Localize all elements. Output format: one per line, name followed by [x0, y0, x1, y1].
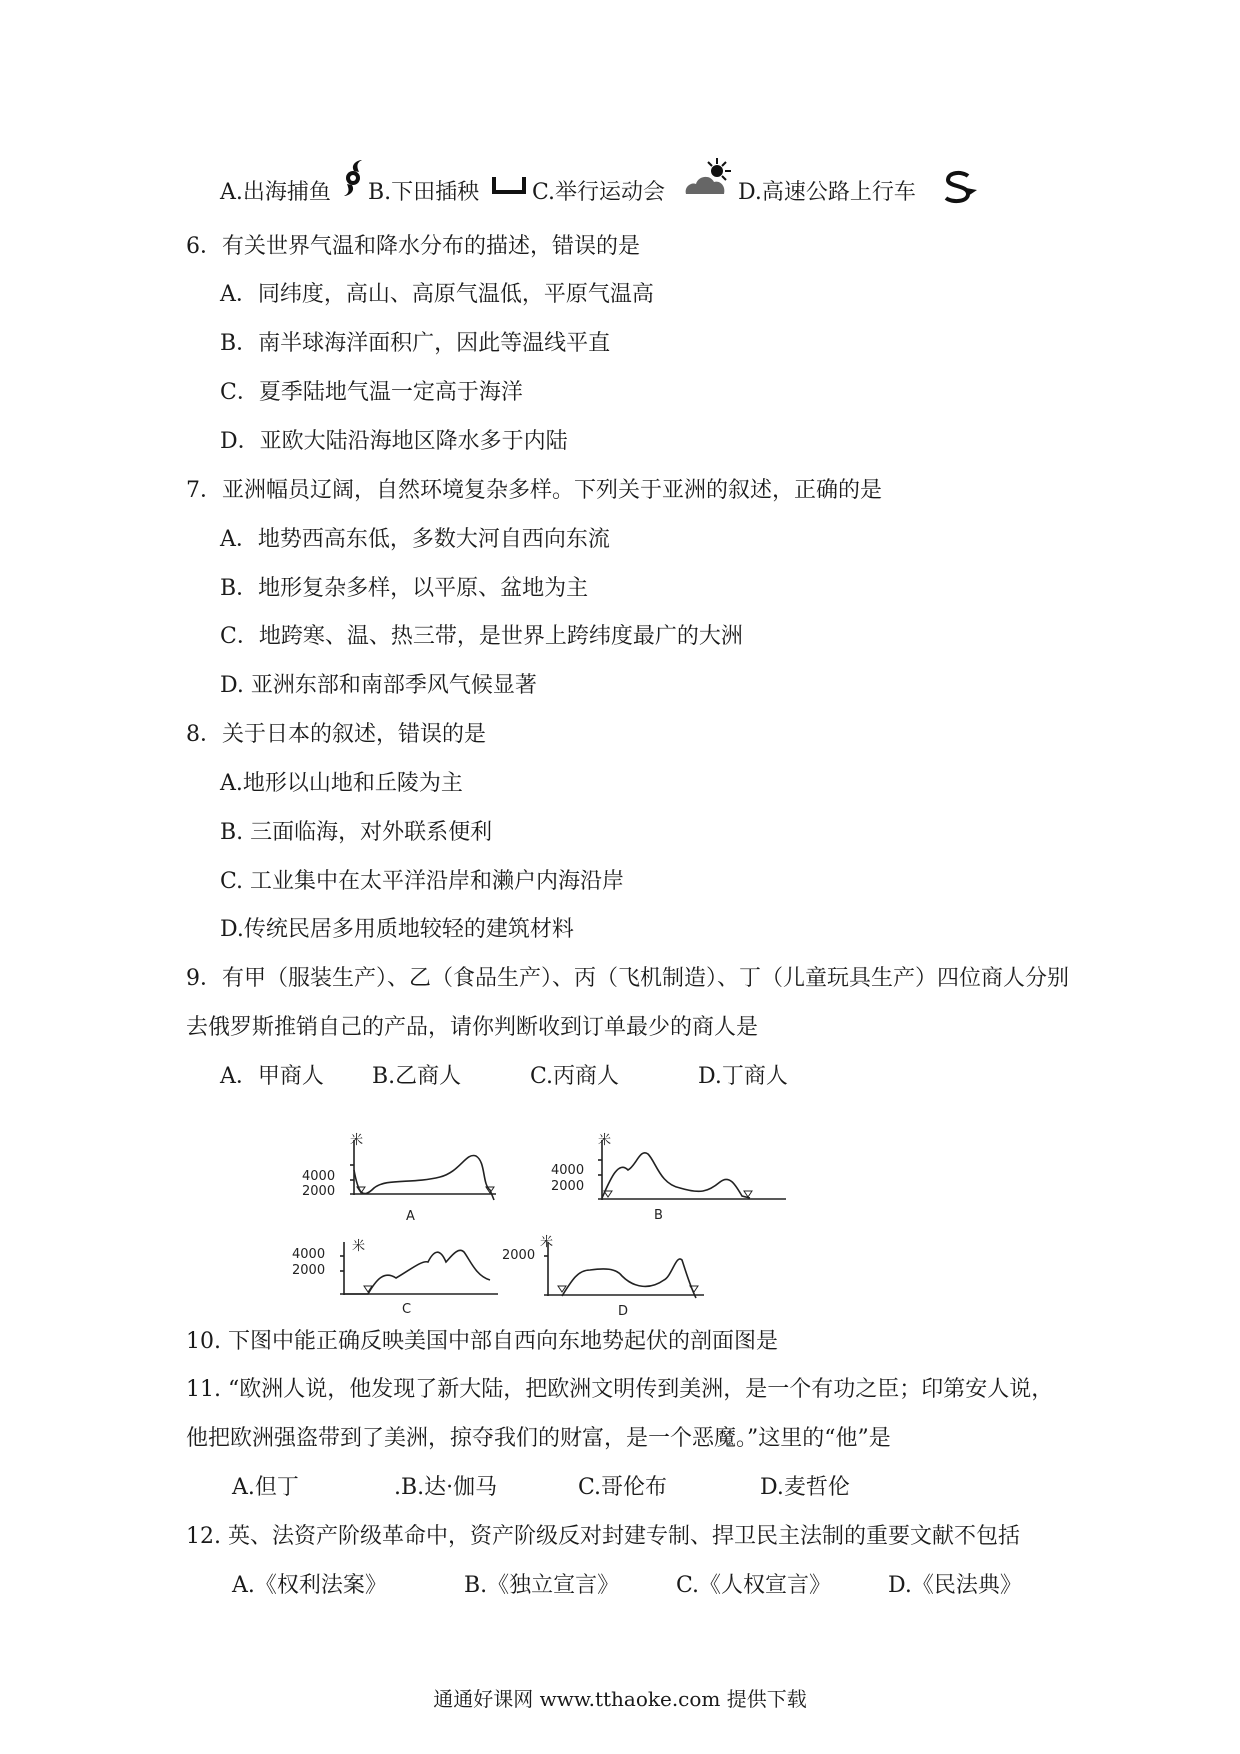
question-12-option-a: A.《权利法案》 [232, 1573, 387, 1598]
profile-b-unit: 米 [598, 1133, 612, 1148]
profile-a-tick-4000: 4000 [302, 1169, 336, 1184]
question-6-option-b: B．南半球海洋面积广，因此等温线平直 [220, 331, 611, 356]
typhoon-icon [340, 158, 366, 198]
question-7-option-b: B．地形复杂多样，以平原、盆地为主 [220, 576, 589, 601]
q5-option-d: D.高速公路上行车 [738, 180, 916, 205]
profile-d-tick-2000: 2000 [502, 1248, 536, 1263]
question-11-stem-line2: 他把欧洲强盗带到了美洲，掠夺我们的财富，是一个恶魔。”这里的“他”是 [186, 1426, 891, 1451]
question-11-option-b: .B.达·伽马 [394, 1475, 498, 1500]
question-9-option-b: B.乙商人 [372, 1064, 462, 1089]
q5-option-b: B.下田插秧 [368, 180, 480, 205]
question-7-option-c: C．地跨寒、温、热三带，是世界上跨纬度最广的大洲 [220, 624, 743, 649]
q5-option-c: C.举行运动会 [532, 180, 666, 205]
profile-c-label: C [402, 1302, 412, 1317]
question-6-option-c: C．夏季陆地气温一定高于海洋 [220, 380, 523, 405]
question-6-option-d: D．亚欧大陆沿海地区降水多于内陆 [220, 429, 568, 454]
question-8-stem: 8．关于日本的叙述，错误的是 [186, 722, 486, 747]
question-9-option-a: A．甲商人 [220, 1064, 324, 1089]
question-8-option-b: B. 三面临海，对外联系便利 [220, 820, 493, 845]
profile-d-unit: 米 [540, 1235, 554, 1250]
question-9-option-c: C.丙商人 [530, 1064, 620, 1089]
question-9-stem-line1: 9．有甲（服装生产）、乙（食品生产）、丙（飞机制造）、丁（儿童玩具生产）四位商人分别 [186, 966, 1070, 991]
profile-a-label: A [406, 1209, 415, 1224]
profile-c-unit: 米 [352, 1239, 366, 1254]
question-6-option-a: A．同纬度，高山、高原气温低，平原气温高 [220, 282, 654, 307]
question-11-option-d: D.麦哲伦 [760, 1475, 850, 1500]
profile-d-label: D [618, 1304, 629, 1319]
question-9-option-d: D.丁商人 [698, 1064, 788, 1089]
question-9-stem-line2: 去俄罗斯推销自己的产品，请你判断收到订单最少的商人是 [186, 1015, 759, 1040]
question-7-option-a: A．地势西高东低，多数大河自西向东流 [220, 527, 610, 552]
terrain-profile-diagrams [292, 1130, 800, 1320]
question-8-option-c: C. 工业集中在太平洋沿岸和濑户内海沿岸 [220, 869, 625, 894]
question-12-option-d: D.《民法典》 [888, 1573, 1022, 1598]
question-11-stem-line1: 11. “欧洲人说，他发现了新大陆，把欧洲文明传到美洲，是一个有功之臣；印第安人说， [186, 1377, 1054, 1402]
page-footer: 通通好课网 www.tthaoke.com 提供下载 [433, 1687, 807, 1711]
question-8-option-d: D.传统民居多用质地较轻的建筑材料 [220, 917, 574, 942]
question-10-stem: 10. 下图中能正确反映美国中部自西向东地势起伏的剖面图是 [186, 1329, 778, 1354]
question-8-option-a: A.地形以山地和丘陵为主 [220, 771, 463, 796]
question-7-stem: 7．亚洲幅员辽阔，自然环境复杂多样。下列关于亚洲的叙述，正确的是 [186, 478, 882, 503]
question-6-stem: 6．有关世界气温和降水分布的描述，错误的是 [186, 234, 640, 259]
question-12-option-b: B.《独立宣言》 [464, 1573, 620, 1598]
question-12-stem: 12. 英、法资产阶级革命中，资产阶级反对封建专制、捍卫民主法制的重要文献不包括 [186, 1524, 1020, 1549]
question-12-option-c: C.《人权宣言》 [676, 1573, 832, 1598]
profile-a-tick-2000: 2000 [302, 1184, 336, 1199]
profile-b-tick-2000: 2000 [551, 1179, 585, 1194]
profile-b-label: B [654, 1208, 663, 1223]
profile-a-unit: 米 [350, 1133, 364, 1148]
profile-c-tick-4000: 4000 [292, 1247, 326, 1262]
question-11-option-a: A.但丁 [232, 1475, 299, 1500]
profile-c-tick-2000: 2000 [292, 1263, 326, 1278]
question-7-option-d: D. 亚洲东部和南部季风气候显著 [220, 673, 537, 698]
question-11-option-c: C.哥伦布 [578, 1475, 668, 1500]
sandstorm-icon [940, 170, 978, 206]
partly-cloudy-icon [684, 156, 734, 198]
rainfall-gauge-icon [492, 175, 526, 195]
profile-b-tick-4000: 4000 [551, 1163, 585, 1178]
q5-option-a: A.出海捕鱼 [220, 180, 331, 205]
